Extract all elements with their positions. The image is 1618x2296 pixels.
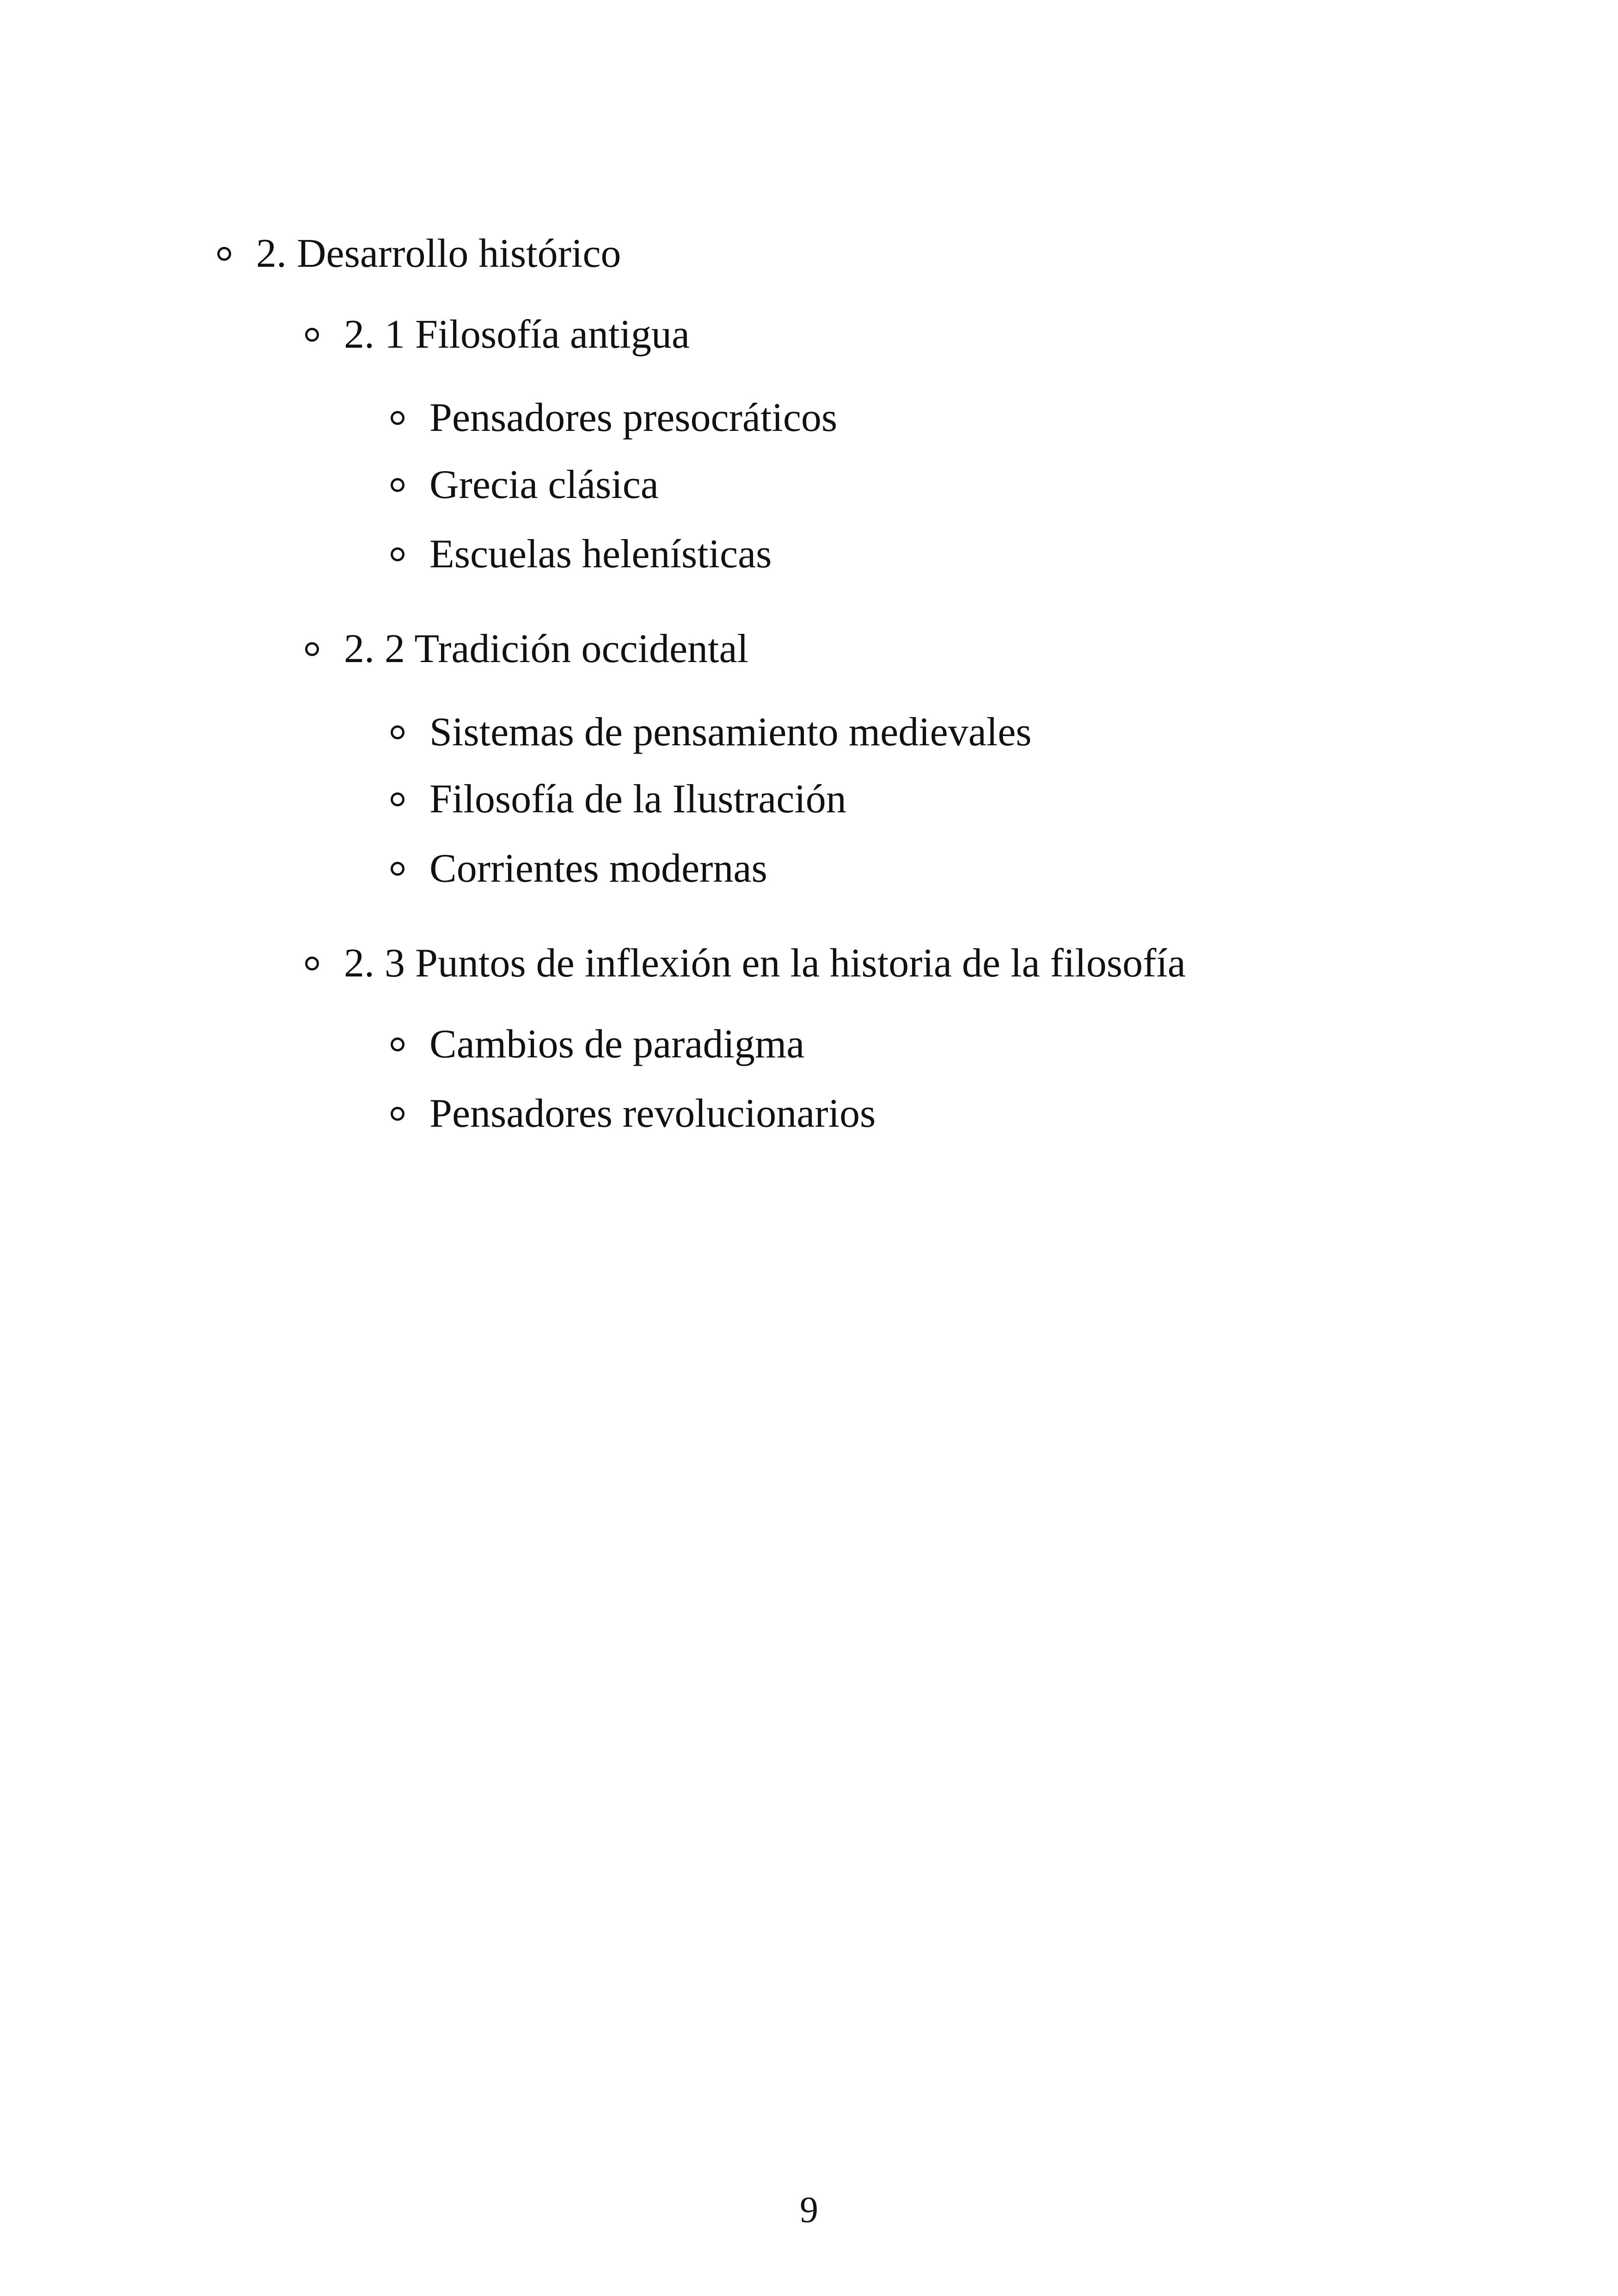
circle-bullet-icon <box>305 328 319 342</box>
subsection-title: 2. 2 Tradición occidental <box>344 626 748 671</box>
list-item-text: Corrientes modernas <box>429 846 767 891</box>
circle-bullet-icon <box>217 247 231 261</box>
outline-subsection-2 <box>305 626 748 671</box>
circle-bullet-icon <box>391 411 404 425</box>
list-item-text: Escuelas helenísticas <box>429 532 772 577</box>
circle-bullet-icon <box>305 957 319 970</box>
outline-section <box>217 233 621 274</box>
list-item <box>391 1093 876 1134</box>
list-item <box>391 395 838 440</box>
list-item <box>391 534 772 575</box>
circle-bullet-icon <box>391 1037 404 1051</box>
page-number: 9 <box>800 2190 818 2230</box>
circle-bullet-icon <box>391 478 404 492</box>
list-item-text: Cambios de paradigma <box>429 1022 805 1067</box>
subsection-title: 2. 3 Puntos de inflexión en la historia de la filosofía <box>344 941 1186 986</box>
circle-bullet-icon <box>391 1107 404 1121</box>
circle-bullet-icon <box>391 725 404 739</box>
list-item <box>391 848 767 889</box>
circle-bullet-icon <box>391 862 404 876</box>
circle-bullet-icon <box>391 547 404 561</box>
list-item-text: Sistemas de pensamiento medievales <box>429 710 1032 755</box>
list-item <box>391 1024 804 1065</box>
list-item <box>391 462 659 507</box>
circle-bullet-icon <box>305 642 319 656</box>
subsection-title: 2. 1 Filosofía antigua <box>344 312 690 357</box>
list-item <box>391 779 846 820</box>
list-item <box>391 712 1032 753</box>
list-item-text: Pensadores revolucionarios <box>429 1091 876 1136</box>
section-title: 2. Desarrollo histórico <box>256 231 621 276</box>
circle-bullet-icon <box>391 792 404 806</box>
outline-subsection-1 <box>305 314 690 355</box>
outline-subsection-3 <box>305 943 1186 984</box>
list-item-text: Grecia clásica <box>429 462 659 507</box>
list-item-text: Filosofía de la Ilustración <box>429 777 846 822</box>
list-item-text: Pensadores presocráticos <box>429 395 838 440</box>
